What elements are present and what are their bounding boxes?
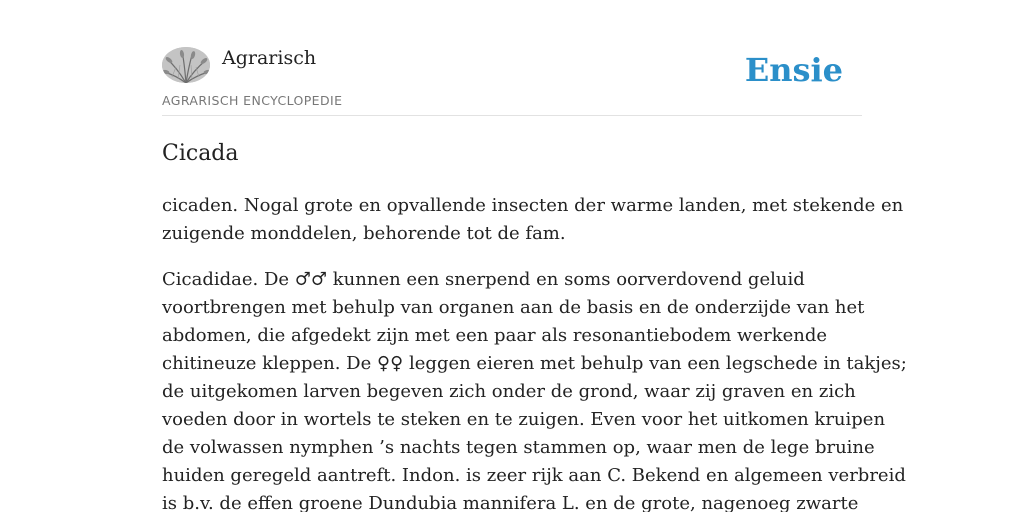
text-line: cicaden. Nogal grote en opvallende insecten der warme landen, met stekende en (162, 195, 904, 216)
text-line: chitineuze kleppen. De ♀♀ leggen eieren met behulp van een legschede in takjes; (162, 353, 907, 374)
text-line: voortbrengen met behulp van organen aan de basis en de onderzijde van het (162, 297, 865, 318)
article-body (162, 192, 907, 512)
text-line: zuigende monddelen, behorende tot de fam. (162, 223, 566, 244)
text-line: abdomen, die afgedekt zijn met een paar als resonantiebodem werkende (162, 325, 828, 346)
text-line: Cicadidae. De ♂♂ kunnen een snerpend en soms oorverdovend geluid (162, 269, 805, 290)
text-line: huiden geregeld aantreft. Indon. is zeer rijk aan C. Bekend en algemeen verbreid (162, 465, 906, 486)
text-line: is b.v. de effen groene Dundubia mannifera L. en de grote, nagenoeg zwarte (162, 493, 859, 512)
site-header (162, 0, 862, 116)
text-line: voeden door in wortels te steken en te zuigen. Even voor het uitkomen kruipen (162, 409, 886, 430)
text-line: de volwassen nymphen ’s nachts tegen stammen op, waar men de lege bruine (162, 437, 875, 458)
article-title: Cicada (162, 141, 239, 166)
publication-name[interactable]: Agrarisch (222, 47, 317, 69)
brand-logo-link[interactable]: Ensie (744, 51, 843, 89)
paragraph (162, 192, 904, 248)
paragraph (162, 266, 907, 512)
text-line: de uitgekomen larven begeven zich onder de grond, waar zij graven en zich (162, 381, 856, 402)
publication-subtitle: AGRARISCH ENCYCLOPEDIE (162, 93, 343, 108)
wheat-ears-icon[interactable] (162, 47, 210, 83)
